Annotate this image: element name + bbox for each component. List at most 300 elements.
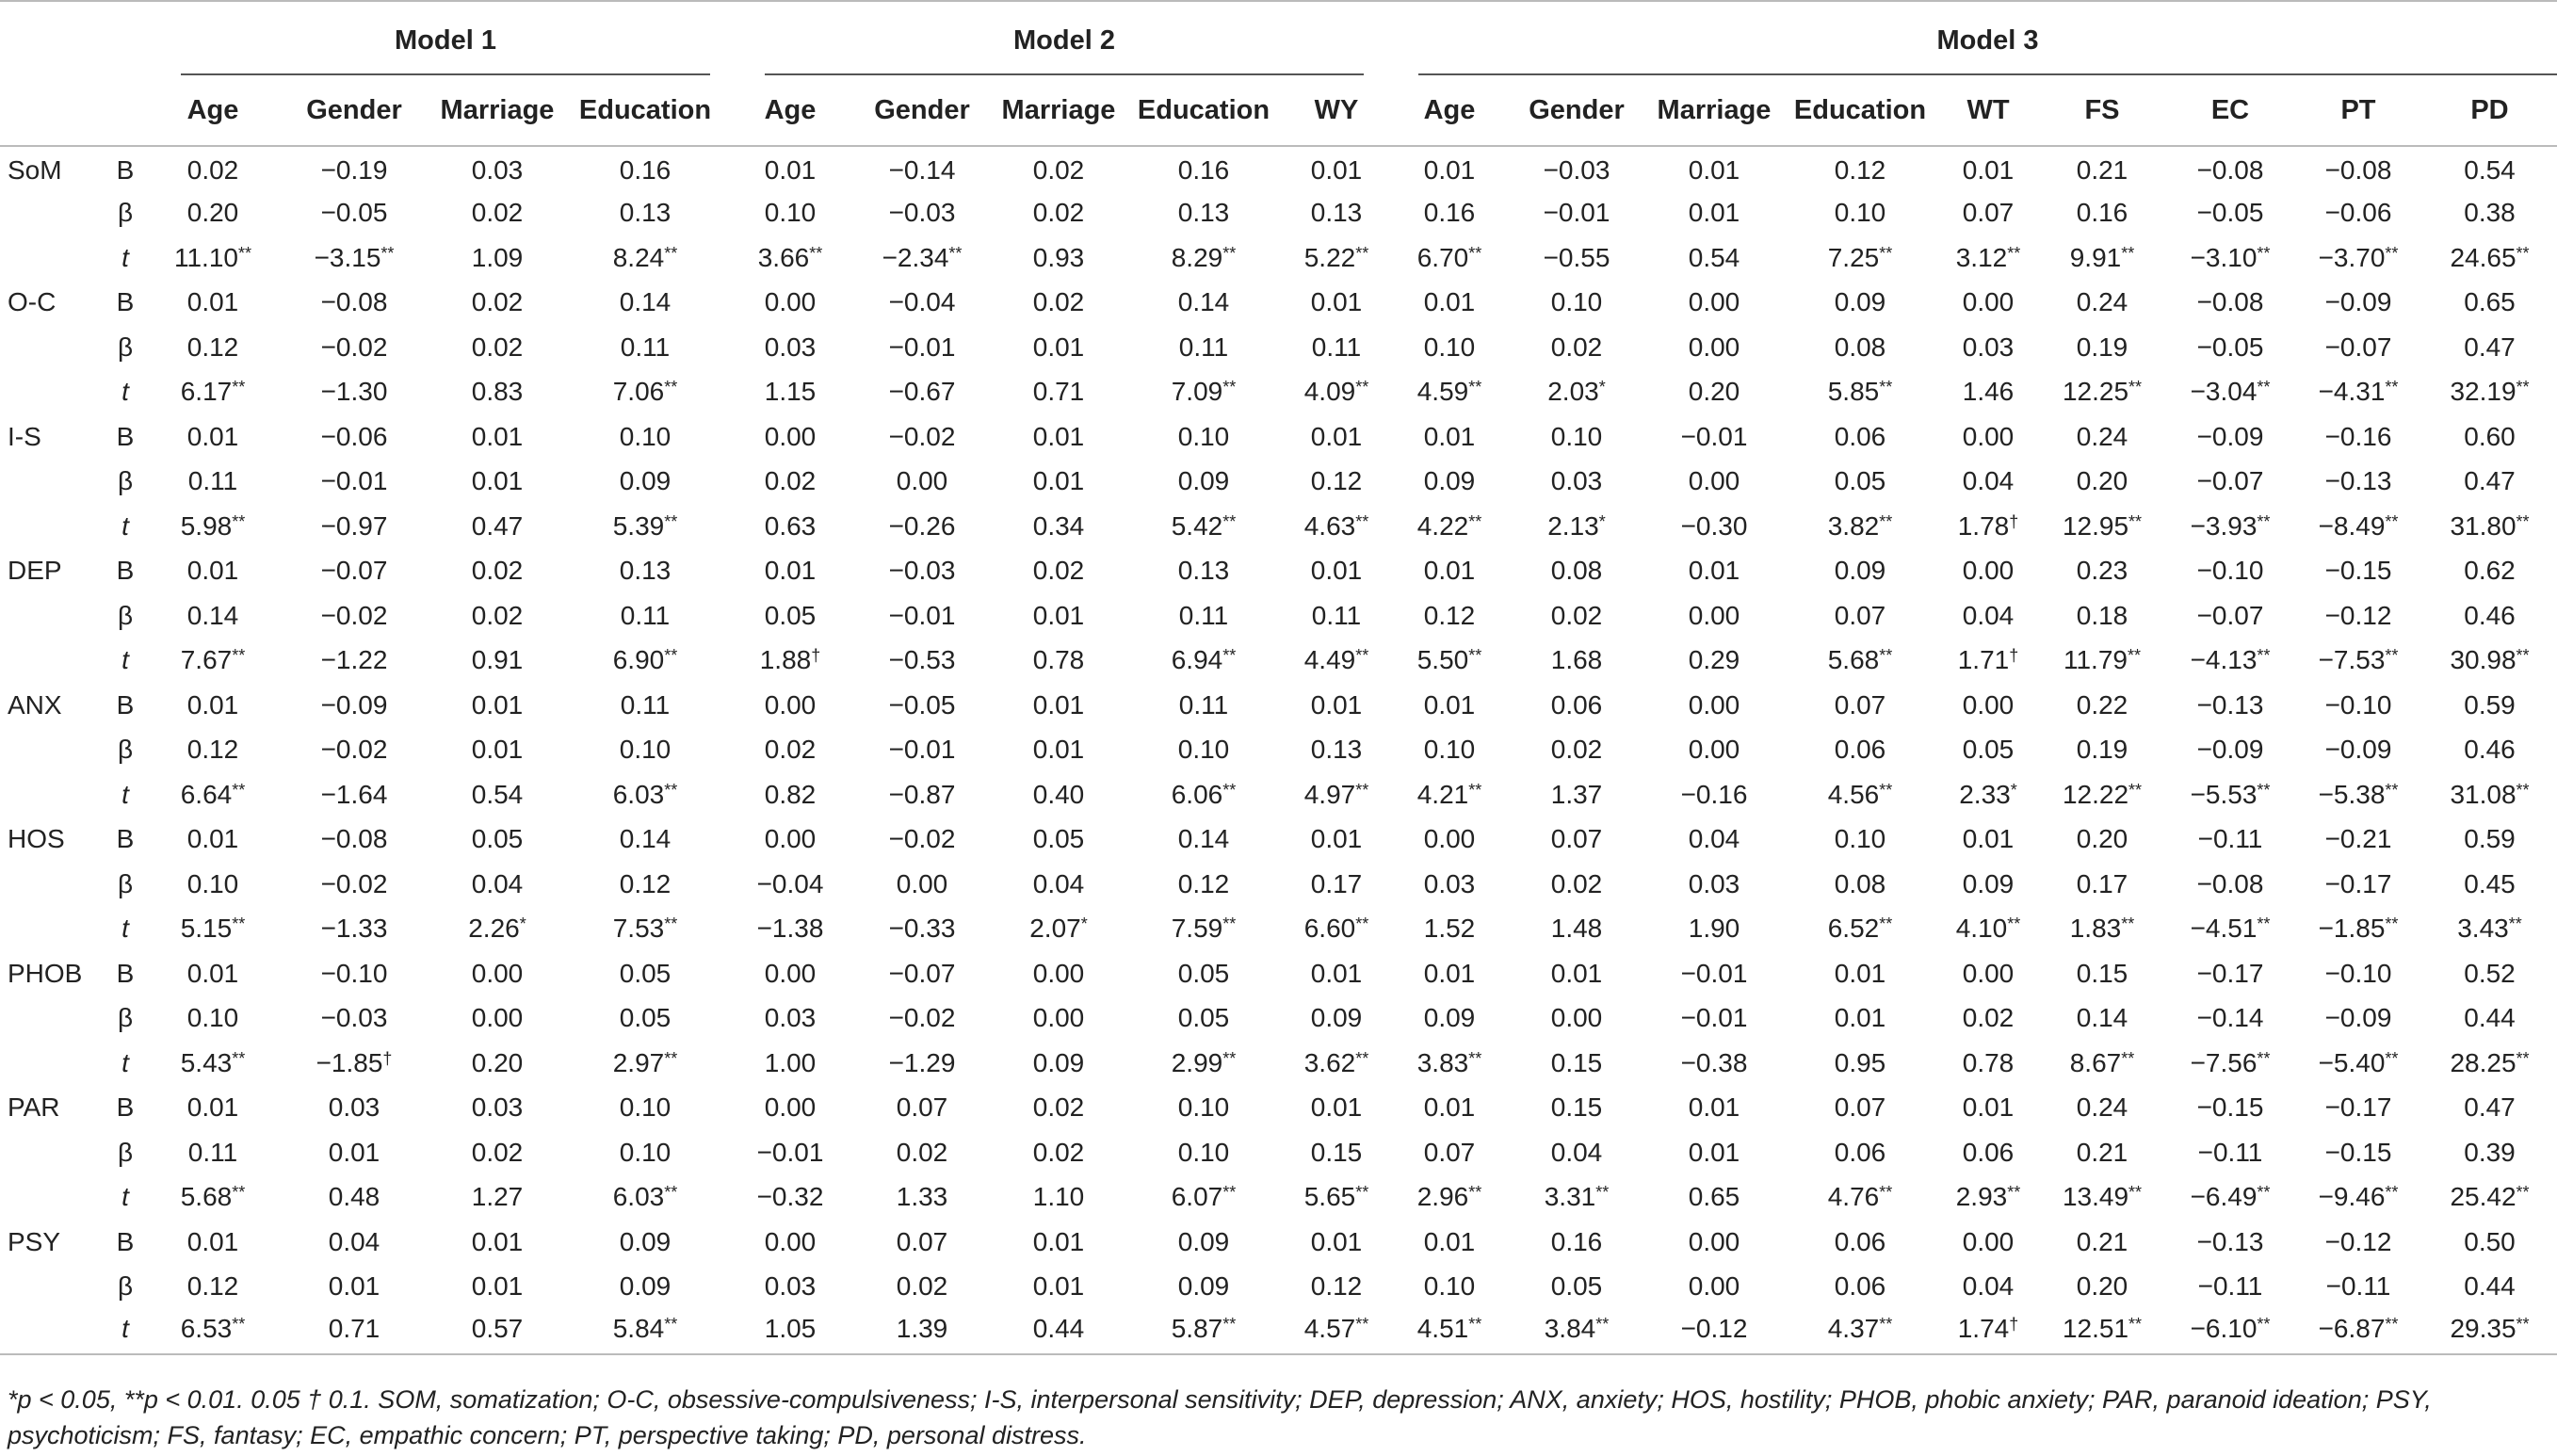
- table-cell: −3.10**: [2190, 242, 2271, 272]
- table-cell: 0.01: [1310, 287, 1363, 317]
- column-header-model1-education: Education: [578, 94, 712, 125]
- table-cell: 31.80**: [2450, 510, 2530, 541]
- table-cell: 3.82**: [1827, 510, 1893, 541]
- table-row: [0, 683, 2557, 728]
- table-cell: −1.85**: [2318, 914, 2399, 944]
- table-cell: 2.97**: [612, 1047, 678, 1077]
- table-cell: 0.24: [2076, 421, 2128, 451]
- stat-label: B: [116, 556, 135, 586]
- table-cell: 0.10: [619, 421, 672, 451]
- table-cell: −0.87: [888, 779, 956, 809]
- table-cell: 4.51**: [1392, 1309, 1507, 1354]
- table-cell: 0.59: [2464, 689, 2516, 720]
- table-cell: 0.01: [186, 421, 239, 451]
- outcome-label: PHOB: [8, 958, 83, 988]
- table-cell: 0.01: [1310, 155, 1363, 186]
- table-cell: 12.51**: [2038, 1309, 2166, 1354]
- model-2-header: Model 2: [765, 8, 1364, 75]
- table-cell: 7.53**: [612, 914, 678, 944]
- table-cell: 0.10: [1834, 198, 1886, 228]
- table-row: [0, 1041, 2557, 1086]
- table-cell: 0.00: [1962, 689, 2015, 720]
- table-cell: −1.33: [320, 914, 388, 944]
- outcome-label: [0, 996, 102, 1042]
- table-cell: 0.09: [1834, 287, 1886, 317]
- table-cell: 0.01: [764, 155, 817, 186]
- table-cell: 7.09**: [1171, 377, 1237, 407]
- stat-label: β: [117, 868, 134, 898]
- table-cell: 3.43**: [2457, 914, 2522, 944]
- table-cell: 0.07: [1834, 600, 1886, 630]
- table-cell: 0.01: [1962, 824, 2015, 854]
- table-cell: 0.06: [1550, 689, 1603, 720]
- table-cell: 0.06: [1834, 735, 1886, 765]
- table-cell: 5.87**: [1126, 1309, 1281, 1354]
- table-cell: 6.52**: [1827, 914, 1893, 944]
- table-cell: 2.26*: [468, 914, 526, 944]
- table-cell: −0.11: [2197, 1137, 2263, 1167]
- table-cell: −0.02: [320, 735, 388, 765]
- table-cell: 0.09: [619, 1271, 672, 1302]
- outcome-label: I-S: [8, 421, 41, 451]
- table-cell: −0.06: [2324, 198, 2392, 228]
- table-cell: 0.39: [2464, 1137, 2516, 1167]
- table-cell: 4.76**: [1827, 1182, 1893, 1212]
- table-cell: 0.01: [1834, 958, 1886, 988]
- table-cell: 0.17: [2076, 868, 2128, 898]
- table-cell: 0.20: [2076, 824, 2128, 854]
- table-cell: −5.38**: [2318, 779, 2399, 809]
- table-cell: 0.09: [1177, 466, 1230, 496]
- table-cell: 0.02: [1032, 155, 1085, 186]
- table-row: [0, 639, 2557, 684]
- table-cell: 0.78: [1032, 645, 1085, 675]
- table-cell: −0.07: [2324, 332, 2392, 362]
- table-cell: 0.71: [1032, 377, 1085, 407]
- table-cell: 6.03**: [612, 1182, 678, 1212]
- table-cell: 0.05: [619, 958, 672, 988]
- table-cell: 0.01: [1550, 958, 1603, 988]
- table-cell: 0.10: [1834, 824, 1886, 854]
- table-cell: 0.34: [1032, 510, 1085, 541]
- table-cell: 0.16: [1177, 155, 1230, 186]
- table-cell: 0.29: [1688, 645, 1740, 675]
- outcome-label: PSY: [8, 1226, 61, 1256]
- table-cell: 0.00: [1962, 1226, 2015, 1256]
- table-cell: 0.02: [471, 1137, 524, 1167]
- stat-label: B: [116, 824, 135, 854]
- table-cell: −0.08: [2196, 287, 2264, 317]
- table-cell: −0.15: [2196, 1092, 2264, 1123]
- table-cell: 0.10: [1423, 1271, 1476, 1302]
- table-cell: 0.00: [1962, 958, 2015, 988]
- table-cell: 0.59: [2464, 824, 2516, 854]
- table-cell: 0.03: [471, 1092, 524, 1123]
- table-cell: −3.04**: [2190, 377, 2271, 407]
- table-cell: 0.00: [1032, 1003, 1085, 1033]
- table-cell: 0.11: [1311, 332, 1362, 362]
- table-cell: 0.01: [1423, 287, 1476, 317]
- table-cell: −1.30: [320, 377, 388, 407]
- table-cell: 0.07: [1423, 1137, 1476, 1167]
- table-row: [0, 146, 2557, 191]
- table-cell: 0.05: [1962, 735, 2015, 765]
- table-cell: 0.05: [1032, 824, 1085, 854]
- table-cell: −0.07: [2196, 466, 2264, 496]
- table-cell: 0.07: [1834, 1092, 1886, 1123]
- table-row: [0, 414, 2557, 460]
- table-cell: 0.12: [186, 1271, 239, 1302]
- table-cell: 0.02: [1550, 868, 1603, 898]
- table-cell: 0.01: [186, 556, 239, 586]
- table-cell: −0.09: [2324, 735, 2392, 765]
- table-cell: 6.17**: [180, 377, 246, 407]
- table-cell: 5.50**: [1416, 645, 1482, 675]
- table-cell: −5.40**: [2318, 1047, 2399, 1077]
- table-cell: 0.12: [186, 332, 239, 362]
- table-row: [0, 817, 2557, 863]
- table-cell: 0.15: [2076, 958, 2128, 988]
- table-cell: 0.09: [1177, 1271, 1230, 1302]
- table-cell: 0.10: [1177, 1092, 1230, 1123]
- table-cell: 0.04: [1550, 1137, 1603, 1167]
- outcome-label: [0, 325, 102, 370]
- table-cell: 0.01: [1310, 1226, 1363, 1256]
- stat-label: β: [117, 1271, 134, 1302]
- table-cell: 3.84**: [1507, 1309, 1646, 1354]
- table-cell: 0.11: [187, 466, 238, 496]
- table-cell: 0.01: [1032, 735, 1085, 765]
- table-cell: −0.08: [320, 824, 388, 854]
- table-cell: 0.01: [1423, 689, 1476, 720]
- table-cell: 6.64**: [180, 779, 246, 809]
- table-cell: 0.14: [2076, 1003, 2128, 1033]
- table-cell: 0.09: [619, 466, 672, 496]
- table-cell: 0.02: [186, 155, 239, 186]
- table-cell: −3.70**: [2318, 242, 2399, 272]
- table-cell: 0.03: [1550, 466, 1603, 496]
- table-cell: 0.20: [2076, 1271, 2128, 1302]
- table-cell: 0.15: [1310, 1137, 1363, 1167]
- table-cell: 0.13: [1177, 198, 1230, 228]
- table-cell: 0.54: [471, 779, 524, 809]
- table-cell: 3.62**: [1303, 1047, 1369, 1077]
- table-cell: 0.01: [471, 735, 524, 765]
- outcome-label: [0, 1265, 102, 1310]
- table-cell: −0.09: [2196, 735, 2264, 765]
- table-cell: −0.09: [320, 689, 388, 720]
- table-cell: −0.06: [320, 421, 388, 451]
- outcome-label: SoM: [8, 155, 62, 186]
- table-cell: 0.00: [764, 1226, 817, 1256]
- table-row: [0, 549, 2557, 594]
- table-row: [0, 325, 2557, 370]
- table-cell: 0.05: [471, 824, 524, 854]
- table-cell: 2.99**: [1171, 1047, 1237, 1077]
- table-cell: 0.05: [1550, 1271, 1603, 1302]
- table-cell: 0.02: [471, 287, 524, 317]
- table-cell: 0.10: [619, 1092, 672, 1123]
- table-cell: 0.20: [2076, 466, 2128, 496]
- table-cell: 0.01: [1310, 1092, 1363, 1123]
- table-cell: 0.00: [1688, 735, 1740, 765]
- table-cell: 0.11: [1178, 332, 1229, 362]
- table-cell: 0.09: [619, 1226, 672, 1256]
- table-cell: −0.05: [2196, 332, 2264, 362]
- table-cell: −0.09: [2196, 421, 2264, 451]
- table-cell: 0.09: [1177, 1226, 1230, 1256]
- stat-label: β: [117, 600, 134, 630]
- column-header-model2-education: Education: [1137, 94, 1270, 125]
- variable-header-row: [0, 75, 2557, 146]
- table-cell: 0.00: [1423, 824, 1476, 854]
- table-cell: 0.01: [764, 556, 817, 586]
- table-cell: 0.47: [2464, 1092, 2516, 1123]
- table-cell: 1.48: [1550, 914, 1603, 944]
- table-cell: 4.59**: [1416, 377, 1482, 407]
- table-cell: 0.10: [1177, 421, 1230, 451]
- table-cell: 4.49**: [1303, 645, 1369, 675]
- table-cell: 0.04: [1032, 868, 1085, 898]
- outcome-label: [0, 1175, 102, 1221]
- table-cell: 0.54: [2464, 155, 2516, 186]
- table-cell: −0.01: [320, 466, 388, 496]
- table-row: [0, 1086, 2557, 1131]
- table-cell: 11.79**: [2063, 645, 2141, 675]
- table-cell: 0.06: [1834, 421, 1886, 451]
- table-cell: 1.09: [471, 242, 524, 272]
- table-cell: 0.05: [1177, 958, 1230, 988]
- table-cell: −1.29: [888, 1047, 956, 1077]
- table-cell: −0.53: [888, 645, 956, 675]
- table-cell: 0.02: [1032, 198, 1085, 228]
- stat-label: β: [117, 1003, 134, 1033]
- table-cell: 0.00: [764, 1092, 817, 1123]
- table-cell: 5.98**: [180, 510, 246, 541]
- table-cell: 7.25**: [1827, 242, 1893, 272]
- stat-label: B: [116, 421, 135, 451]
- table-cell: 0.45: [2464, 868, 2516, 898]
- table-cell: 28.25**: [2450, 1047, 2530, 1077]
- table-cell: 0.01: [1423, 1226, 1476, 1256]
- table-cell: 0.01: [471, 421, 524, 451]
- table-cell: 0.46: [2464, 735, 2516, 765]
- table-cell: 4.57**: [1281, 1309, 1392, 1354]
- table-cell: −0.15: [2324, 1137, 2392, 1167]
- table-cell: 0.20: [186, 198, 239, 228]
- table-cell: 0.10: [186, 868, 239, 898]
- table-cell: −0.02: [320, 332, 388, 362]
- table-cell: 8.29**: [1171, 242, 1237, 272]
- table-cell: −0.30: [1680, 510, 1748, 541]
- table-cell: 0.12: [619, 868, 672, 898]
- table-cell: 5.68**: [1827, 645, 1893, 675]
- table-cell: 0.00: [1962, 421, 2015, 451]
- table-row: [0, 728, 2557, 773]
- table-cell: −0.01: [756, 1137, 824, 1167]
- table-cell: 0.00: [1688, 466, 1740, 496]
- table-cell: 0.00: [471, 958, 524, 988]
- table-row: [0, 1220, 2557, 1265]
- table-cell: 4.22**: [1416, 510, 1482, 541]
- table-cell: 0.12: [1310, 466, 1363, 496]
- column-header-model3-wt: WT: [1966, 94, 2010, 125]
- table-cell: 0.03: [1962, 332, 2015, 362]
- table-cell: 32.19**: [2450, 377, 2530, 407]
- column-header-model1-gender: Gender: [306, 94, 402, 125]
- column-header-model3-marriage: Marriage: [1657, 94, 1772, 125]
- table-cell: 4.10**: [1955, 914, 2021, 944]
- table-cell: 0.00: [1688, 1226, 1740, 1256]
- table-cell: 0.09: [1032, 1047, 1085, 1077]
- table-row: [0, 772, 2557, 817]
- table-top-rule: [0, 1, 2557, 8]
- table-cell: 0.02: [764, 735, 817, 765]
- table-cell: 5.68**: [180, 1182, 246, 1212]
- model-3-header: Model 3: [1418, 8, 2557, 75]
- table-cell: 0.10: [619, 1137, 672, 1167]
- table-cell: 0.09: [1423, 466, 1476, 496]
- table-cell: 3.83**: [1416, 1047, 1482, 1077]
- table-cell: 0.24: [2076, 287, 2128, 317]
- table-cell: 0.44: [2464, 1271, 2516, 1302]
- table-cell: −0.04: [756, 868, 824, 898]
- table-cell: 0.83: [471, 377, 524, 407]
- table-cell: 1.15: [764, 377, 817, 407]
- table-cell: 7.67**: [180, 645, 246, 675]
- table-cell: 25.42**: [2450, 1182, 2530, 1212]
- table-cell: 0.93: [1032, 242, 1085, 272]
- table-cell: −0.01: [888, 600, 956, 630]
- stat-label: t: [121, 377, 129, 407]
- table-cell: −3.15**: [314, 242, 395, 272]
- column-header-model3-pd: PD: [2470, 94, 2509, 125]
- table-cell: 0.11: [620, 689, 671, 720]
- table-cell: −1.85†: [316, 1047, 393, 1077]
- table-cell: 0.01: [1032, 1226, 1085, 1256]
- table-cell: 0.02: [1032, 1137, 1085, 1167]
- table-cell: 1.10: [1032, 1182, 1085, 1212]
- table-cell: 0.04: [1962, 600, 2015, 630]
- table-cell: 0.01: [1423, 1092, 1476, 1123]
- table-cell: 0.00: [1962, 556, 2015, 586]
- table-cell: −2.34**: [882, 242, 963, 272]
- table-cell: 0.21: [2076, 155, 2128, 186]
- table-cell: 0.00: [764, 689, 817, 720]
- stat-label: β: [117, 735, 134, 765]
- table-cell: 0.95: [1834, 1047, 1886, 1077]
- table-cell: 0.03: [471, 155, 524, 186]
- table-cell: −0.11: [2197, 1271, 2263, 1302]
- table-cell: 0.91: [471, 645, 524, 675]
- table-cell: 0.03: [764, 332, 817, 362]
- table-cell: 0.10: [764, 198, 817, 228]
- table-cell: −1.38: [756, 914, 824, 944]
- table-cell: 11.10**: [173, 242, 251, 272]
- table-cell: 3.66**: [757, 242, 823, 272]
- column-header-model3-education: Education: [1793, 94, 1927, 125]
- table-row: [0, 370, 2557, 415]
- table-cell: 1.68: [1550, 645, 1603, 675]
- stat-label: B: [116, 1092, 135, 1123]
- table-cell: 0.10: [1177, 735, 1230, 765]
- table-cell: 0.16: [1423, 198, 1476, 228]
- model-1-header: Model 1: [181, 8, 710, 75]
- table-cell: 1.71†: [1957, 645, 2019, 675]
- table-cell: −0.08: [320, 287, 388, 317]
- table-cell: 0.09: [1834, 556, 1886, 586]
- column-header-model2-age: Age: [764, 94, 817, 125]
- table-cell: −0.97: [320, 510, 388, 541]
- table-cell: 0.44: [991, 1309, 1126, 1354]
- table-cell: 6.90**: [612, 645, 678, 675]
- table-cell: −0.03: [1543, 155, 1610, 186]
- table-cell: 5.43**: [180, 1047, 246, 1077]
- table-cell: 1.33: [896, 1182, 948, 1212]
- table-cell: 0.01: [1032, 332, 1085, 362]
- table-cell: 0.14: [1177, 824, 1230, 854]
- table-cell: −9.46**: [2318, 1182, 2399, 1212]
- table-cell: −0.01: [888, 735, 956, 765]
- table-cell: 0.02: [896, 1271, 948, 1302]
- table-row: [0, 235, 2557, 281]
- table-cell: 0.13: [619, 198, 672, 228]
- table-cell: −4.31**: [2318, 377, 2399, 407]
- table-cell: 0.02: [896, 1137, 948, 1167]
- table-cell: 0.11: [620, 600, 671, 630]
- table-cell: 0.01: [186, 689, 239, 720]
- stat-label: B: [116, 155, 135, 186]
- table-cell: 0.01: [186, 1226, 239, 1256]
- outcome-label: PAR: [8, 1092, 60, 1123]
- table-cell: 5.39**: [612, 510, 678, 541]
- table-cell: −0.03: [320, 1003, 388, 1033]
- table-cell: −0.13: [2196, 1226, 2264, 1256]
- table-cell: 0.00: [1688, 1271, 1740, 1302]
- table-cell: −0.01: [1680, 1003, 1748, 1033]
- stat-label: t: [121, 914, 129, 944]
- table-cell: 0.44: [2464, 1003, 2516, 1033]
- table-cell: 0.71: [277, 1309, 431, 1354]
- table-cell: 0.14: [619, 287, 672, 317]
- table-cell: −0.12: [2324, 1226, 2392, 1256]
- table-cell: −0.01: [888, 332, 956, 362]
- table-cell: 0.01: [1310, 421, 1363, 451]
- table-cell: 0.13: [1177, 556, 1230, 586]
- footnote-line-1: *p < 0.05, **p < 0.01. 0.05 † 0.1. SOM, somatization; O-C, obsessive-compulsiveness; I-S, interpersonal sensitivity; DEP, depression; ANX, anxiety; HOS, hostility; PHOB, phobic anxiety; PAR, paranoid ideation; PSY,: [8, 1385, 2432, 1414]
- table-cell: −0.21: [2324, 824, 2392, 854]
- table-cell: 0.10: [1423, 735, 1476, 765]
- table-cell: 29.35**: [2422, 1309, 2557, 1354]
- outcome-label: [0, 460, 102, 505]
- table-cell: 0.11: [1178, 600, 1229, 630]
- table-cell: 0.01: [1423, 421, 1476, 451]
- table-cell: −0.05: [320, 198, 388, 228]
- table-cell: 0.03: [764, 1271, 817, 1302]
- table-cell: 7.59**: [1171, 914, 1237, 944]
- table-cell: 0.06: [1962, 1137, 2015, 1167]
- outcome-label: [0, 235, 102, 281]
- table-cell: 6.70**: [1416, 242, 1482, 272]
- table-cell: 30.98**: [2450, 645, 2530, 675]
- table-cell: 0.01: [186, 958, 239, 988]
- table-cell: 0.01: [1423, 155, 1476, 186]
- table-row: [0, 281, 2557, 326]
- table-cell: 0.00: [764, 824, 817, 854]
- table-cell: 5.84**: [563, 1309, 727, 1354]
- table-cell: 0.13: [619, 556, 672, 586]
- table-cell: 0.06: [1834, 1137, 1886, 1167]
